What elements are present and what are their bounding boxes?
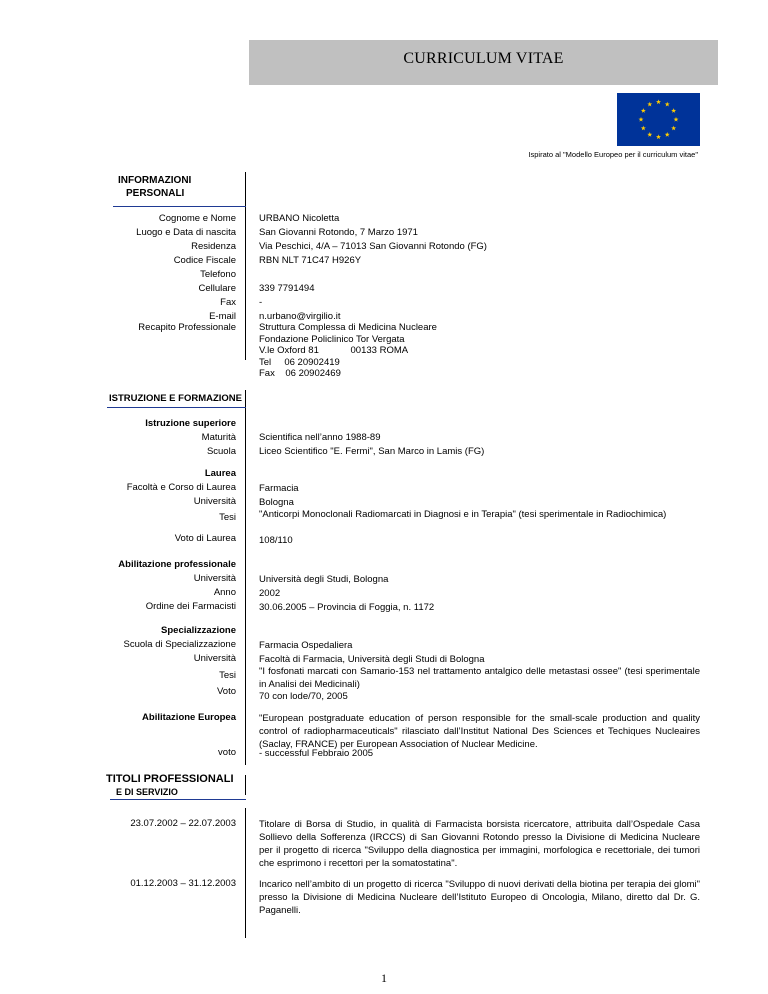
personal-labels [136, 212, 236, 324]
degree-university: Bologna [259, 497, 294, 508]
work-address: Struttura Complessa di Medicina Nucleare Fondazione Policlinico Tor Vergata V.le Oxford 81 00133 ROMA Tel 06 20902419 Fax 06 20902469 [259, 322, 437, 379]
value-residence: Via Peschici, 4/A – 71013 San Giovanni Rotondo (FG) [259, 241, 487, 252]
value-name: URBANO Nicoletta [259, 213, 340, 224]
eu-flag-icon [617, 93, 700, 146]
title-entry-dates: 01.12.2003 – 31.12.2003 [130, 878, 236, 889]
personal-values [259, 212, 487, 324]
qualification-labels: Abilitazione professionale Università Anno Ordine dei Farmacisti [118, 559, 236, 612]
spec-university: Facoltà di Farmacia, Università degli Studi di Bologna [259, 654, 485, 665]
degree-grade: 108/110 [259, 535, 293, 546]
label-tax-code: Codice Fiscale [173, 255, 236, 266]
titles-title: TITOLI PROFESSIONALI E DI SERVIZIO [106, 773, 234, 797]
specialization-labels: Specializzazione Scuola di Specializzazione Università [123, 625, 236, 664]
section-rule [110, 799, 246, 800]
degree-thesis-label: Tesi [219, 512, 236, 523]
label-mobile: Cellulare [198, 283, 236, 294]
label-name: Cognome e Nome [158, 213, 236, 224]
column-divider [245, 172, 246, 360]
value-mobile: 339 7791494 [259, 283, 315, 294]
page-number: 1 [381, 971, 387, 985]
label-phone: Telefono [200, 269, 236, 280]
label-residence: Residenza [191, 241, 236, 252]
column-divider [245, 775, 246, 795]
column-divider [245, 390, 246, 765]
page-title: CURRICULUM VITAE [403, 50, 564, 67]
title-entry-text: Titolare di Borsa di Studio, in qualità di Farmacista borsista ricercatore, attribuita dall’Ospedale Casa Sollievo della Sofferenza (IRCCS) di San Giovanni Rotondo presso la Divisione di Medicina Nucleare per il progetto di ricerca "Sviluppo della diagnostica per immagini, morfologica e recettoriale, dei tumori che esprimono i recettori per la somatostatina". [259, 819, 700, 869]
column-divider [245, 808, 246, 938]
european-vote-label: voto [218, 747, 236, 758]
european-text: "European postgraduate education of person responsible for the small-scale production and quality control of radiopharmaceuticals" rilasciato dall’Institut National Des Sciences et Techiques Nucleaires (Saclay, FRANCE) per European Association of Nuclear Medicine. [259, 713, 700, 750]
spec-school: Farmacia Ospedaliera [259, 640, 353, 651]
european-vote: - successful Febbraio 2005 [259, 748, 374, 759]
secondary-values: Scientifica nell’anno 1988-89 Liceo Scientifico "E. Fermi", San Marco in Lamis (FG) [259, 432, 485, 457]
label-email: E-mail [209, 311, 236, 322]
education-title: ISTRUZIONE E FORMAZIONE [109, 393, 242, 404]
label-birth: Luogo e Data di nascita [136, 227, 236, 238]
spec-thesis-label: Tesi [219, 670, 236, 681]
european-heading: Abilitazione Europea [142, 712, 236, 723]
label-fax: Fax [220, 297, 236, 308]
qualification-values: Università degli Studi, Bologna 2002 30.06.2005 – Provincia di Foggia, n. 1172 [259, 574, 435, 613]
degree-thesis: "Anticorpi Monoclonali Radiomarcati in Diagnosi e in Terapia" (tesi sperimentale in Radiochimica) [259, 509, 667, 520]
value-tax-code: RBN NLT 71C47 H926Y [259, 255, 362, 266]
value-fax: - [259, 297, 263, 308]
spec-thesis: "I fosfonati marcati con Samario-153 nel trattamento antalgico delle metastasi ossee" (tesi sperimentale in Analisi dei Medicinali) [259, 666, 700, 690]
title-entry-dates: 23.07.2002 – 22.07.2003 [130, 818, 236, 829]
spec-grade-label: Voto [216, 686, 236, 697]
inspired-note: Ispirato al "Modello Europeo per il curriculum vitae" [528, 150, 698, 159]
degree-grade-label: Voto di Laurea [174, 533, 236, 544]
title-entry-text: Incarico nell’ambito di un progetto di ricerca "Sviluppo di nuovi derivati della biotina per terapia dei glomi" presso la Divisione di Medicina Nucleare dell’Istituto Europeo di Oncologia, Milano, diretto dal Dr. G. Paganelli. [259, 879, 700, 916]
value-birth: San Giovanni Rotondo, 7 Marzo 1971 [259, 227, 418, 238]
spec-grade: 70 con lode/70, 2005 [259, 691, 348, 702]
section-rule [107, 407, 246, 408]
degree-heading-label: Laurea Facoltà e Corso di Laurea Università [126, 468, 236, 507]
secondary-heading: Istruzione superiore [145, 418, 236, 429]
secondary-labels: Istruzione superiore Maturità Scuola [145, 418, 236, 457]
personal-info-title: INFORMAZIONI PERSONALI [118, 175, 192, 199]
value-email[interactable]: n.urbano@virgilio.it [259, 311, 341, 322]
section-rule [113, 206, 246, 207]
label-work-address: Recapito Professionale [138, 322, 236, 333]
degree-course: Farmacia [259, 483, 299, 494]
